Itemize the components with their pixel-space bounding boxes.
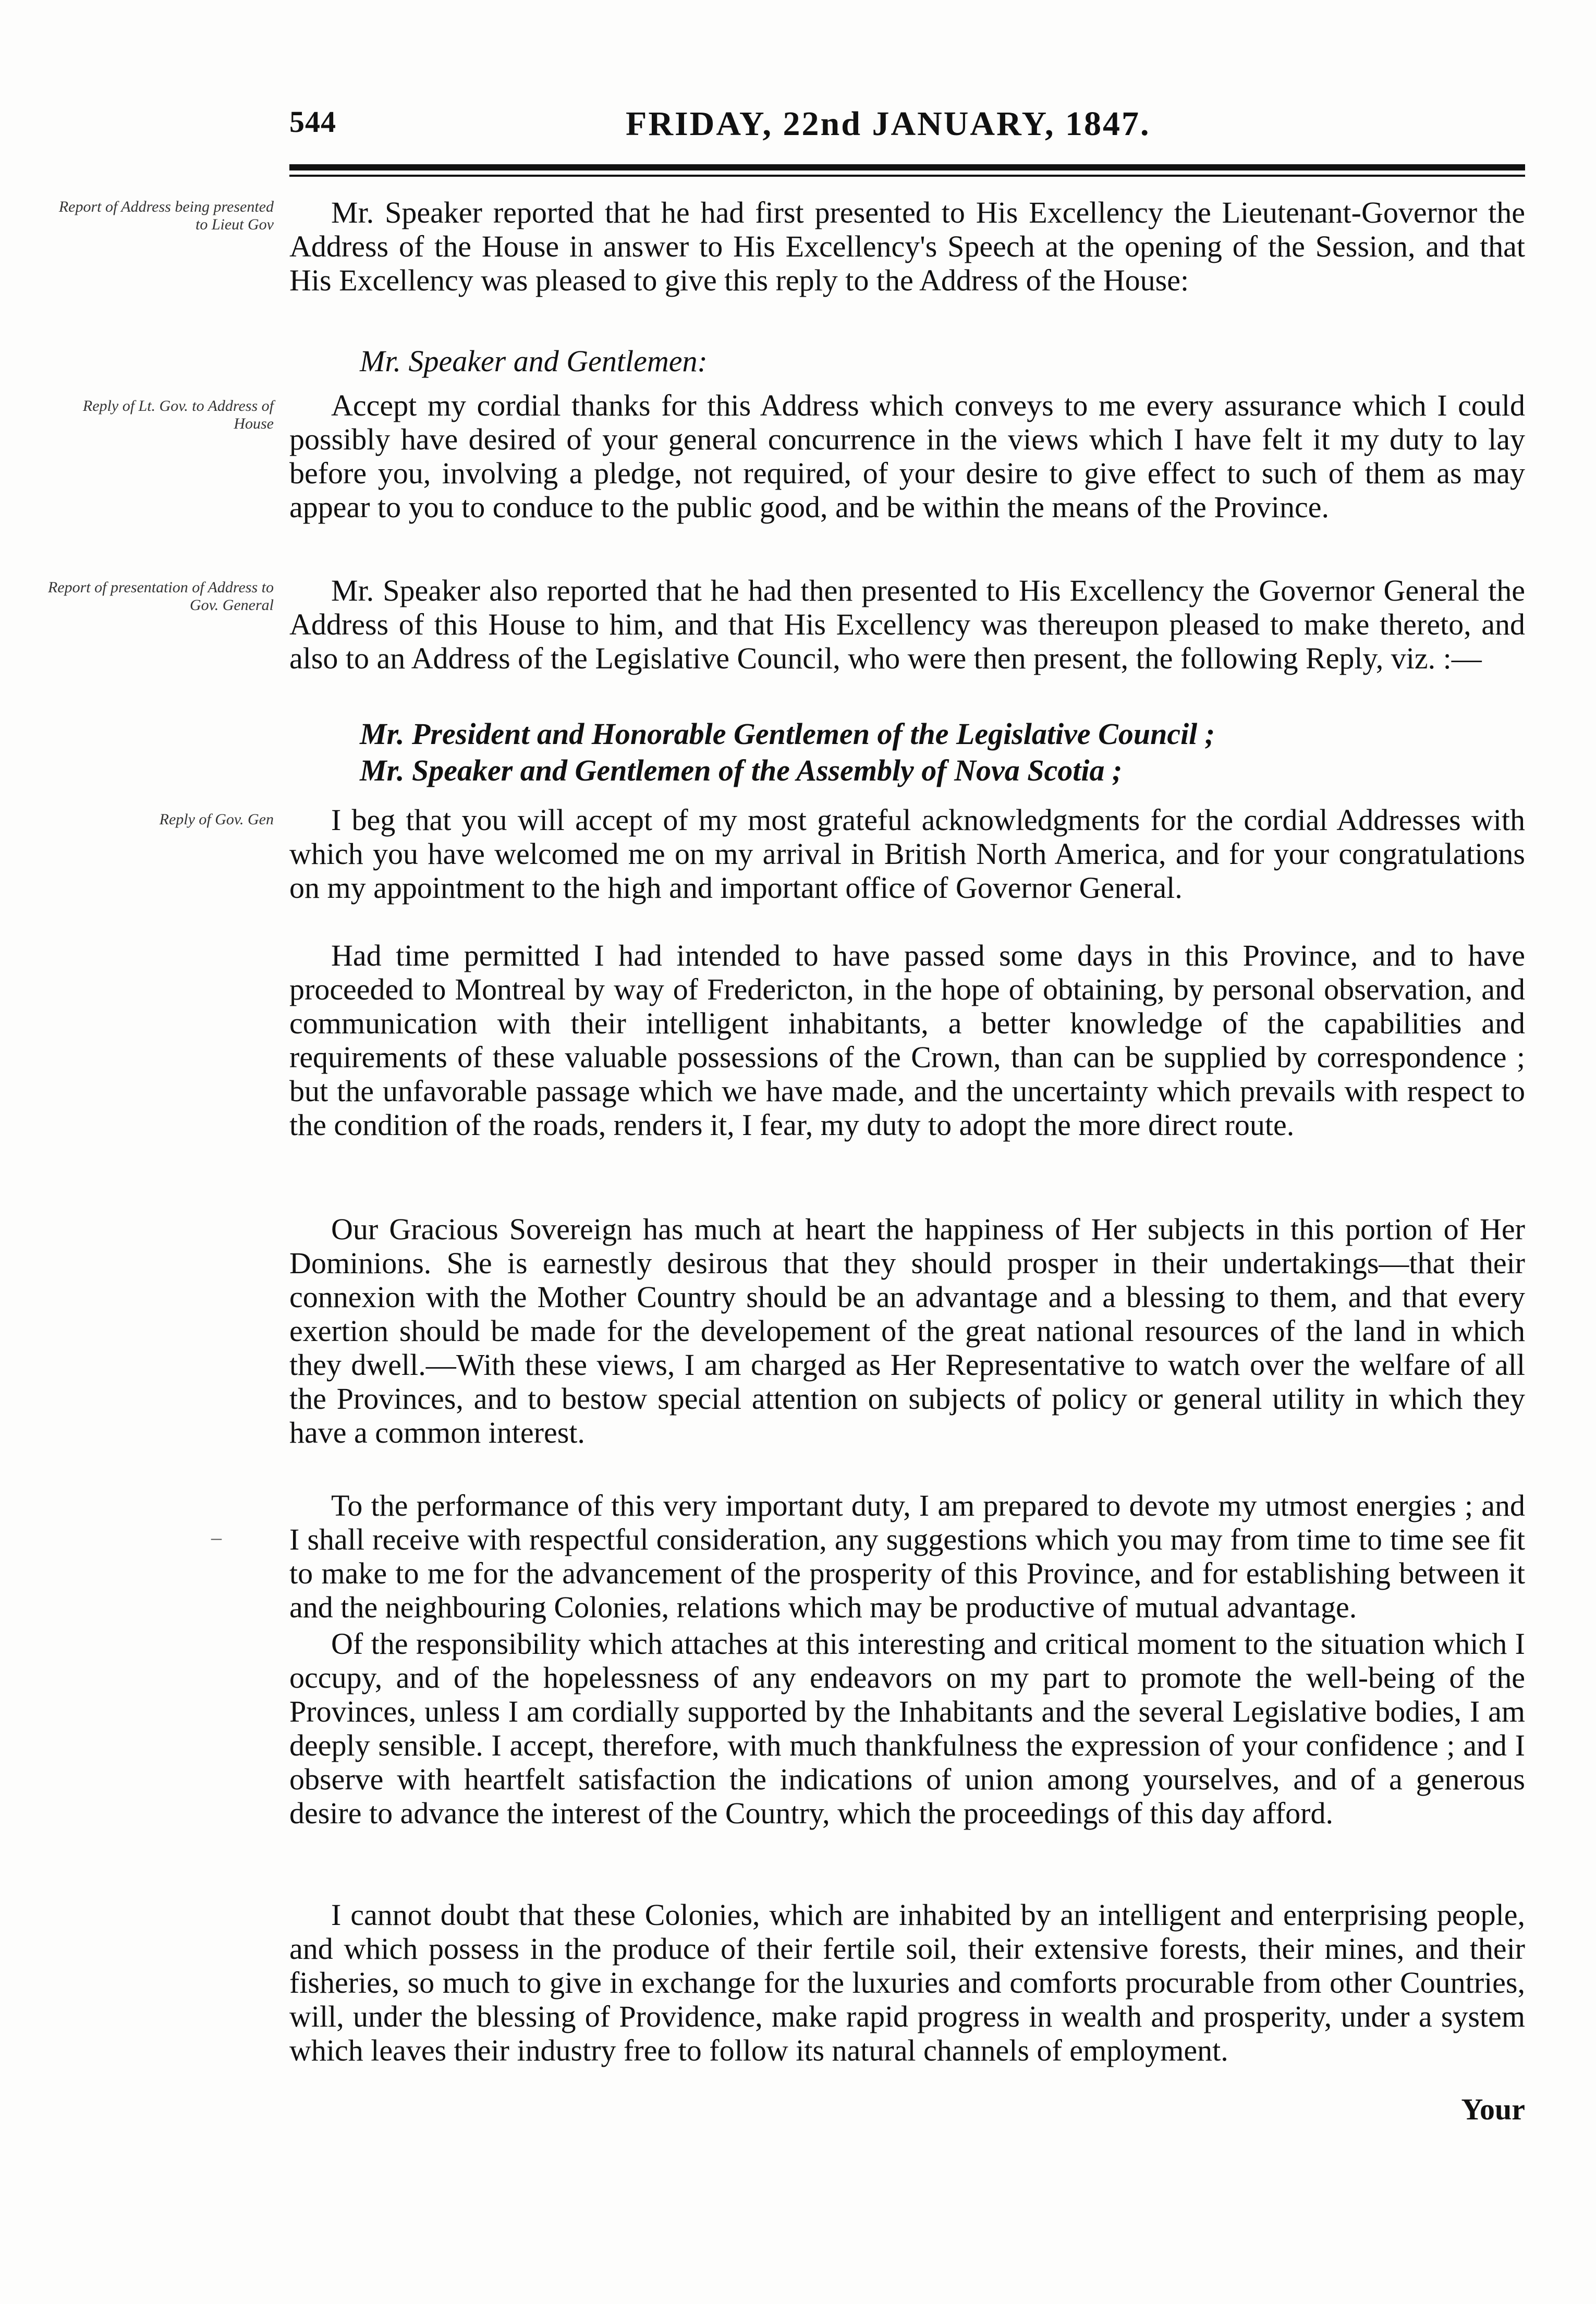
- header-rule-thin: [289, 175, 1525, 177]
- catchword: Your: [1461, 2092, 1525, 2126]
- stray-print-mark: –: [211, 1526, 222, 1549]
- paragraph-time-permitted: Had time permitted I had intended to have passed some days in this Province, and to have proceeded to Montreal by way of Fredericton, in the hope of obtaining, by personal observation, and communication with their intelligent inhabitants, a better knowledge of the capabilities and requirements of these valuable possessions of the Crown, than can be supplied by correspondence ; but the unfavorable passage which we have made, and the uncertainty which prevails with respect to the condition of the roads, renders it, I fear, my duty to adopt the more direct route.: [289, 938, 1525, 1142]
- paragraph-reply-gov-gen: I beg that you will accept of my most grateful acknowledgments for the cordial Addresses with which you have welcomed me on my arrival in British North America, and for your congratulations on my appointment to the high and important office of Governor General.: [289, 803, 1525, 905]
- margin-note-report-gov-general: Report of presentation of Address to Gov. General: [47, 579, 274, 614]
- paragraph-report-gov-general: Mr. Speaker also reported that he had then presented to His Excellency the Governor General the Address of this House to him, and that His Excellency was thereupon pleased to make thereto, and also to an Address of the Legislative Council, who were then present, the following Reply, viz. :—: [289, 574, 1525, 675]
- running-head: FRIDAY, 22nd JANUARY, 1847.: [626, 105, 1151, 143]
- paragraph-report-address: Mr. Speaker reported that he had first presented to His Excellency the Lieutenant-Governor the Address of the House in answer to His Excellency's Speech at the opening of the Session, and that His Excellency was pleased to give this reply to the Address of the House:: [289, 196, 1525, 297]
- paragraph-responsibility: Of the responsibility which attaches at this interesting and critical moment to the situation which I occupy, and of the hopelessness of any endeavors on my part to promote the well-being of the Provinces, unless I am cordially supported by the Inhabitants and the several Legislative bodies, I am deeply sensible. I accept, therefore, with much thankfulness the expression of your confidence ; and I observe with heartfelt satisfaction the indications of union among yourselves, and of a generous desire to advance the interest of the Country, which the proceedings of this day afford.: [289, 1627, 1525, 1830]
- margin-note-reply-lt-gov: Reply of Lt. Gov. to Address of House: [82, 397, 274, 432]
- paragraph-gracious-sovereign: Our Gracious Sovereign has much at heart the happiness of Her subjects in this portion of Her Dominions. She is earnestly desirous that they should prosper in their undertakings—that their connexion with the Mother Country should be an advantage and a blessing to them, and that every exertion should be made for the developement of the great national resources of the land in which they dwell.—With these views, I am charged as Her Representative to watch over the welfare of all the Provinces, and to bestow special attention on subjects of policy or general utility in which they have a common interest.: [289, 1212, 1525, 1449]
- margin-note-reply-gov-gen: Reply of Gov. Gen: [159, 811, 274, 828]
- salutation-speaker: Mr. Speaker and Gentlemen:: [360, 344, 708, 378]
- paragraph-colonies: I cannot doubt that these Colonies, which are inhabited by an intelligent and enterprising people, and which possess in the produce of their fertile soil, their extensive forests, their mines, and their fisheries, so much to give in exchange for the luxuries and comforts procurable from other Countries, will, under the blessing of Providence, make rapid progress in wealth and prosperity, under a system which leaves their industry free to follow its natural channels of employment.: [289, 1898, 1525, 2067]
- salutation-legislative-council: Mr. President and Honorable Gentlemen of the Legislative Council ;: [360, 717, 1215, 751]
- margin-note-report-address: Report of Address being presented to Lieut Gov: [58, 198, 274, 233]
- paragraph-reply-lt-gov: Accept my cordial thanks for this Address which conveys to me every assurance which I could possibly have desired of your general concurrence in the views which I have felt it my duty to lay before you, involving a pledge, not required, of your desire to give effect to such of them as may appear to you to conduce to the public good, and be within the means of the Province.: [289, 388, 1525, 524]
- paragraph-performance-duty: To the performance of this very important duty, I am prepared to devote my utmost energies ; and I shall receive with respectful consideration, any suggestions which you may from time to time see fit to make to me for the advancement of the prosperity of this Province, and for establishing between it and the neighbouring Colonies, relations which may be productive of mutual advantage.: [289, 1489, 1525, 1624]
- salutation-assembly: Mr. Speaker and Gentlemen of the Assembly of Nova Scotia ;: [360, 753, 1123, 787]
- page-number: 544: [289, 105, 336, 139]
- header-rule-thick: [289, 164, 1525, 170]
